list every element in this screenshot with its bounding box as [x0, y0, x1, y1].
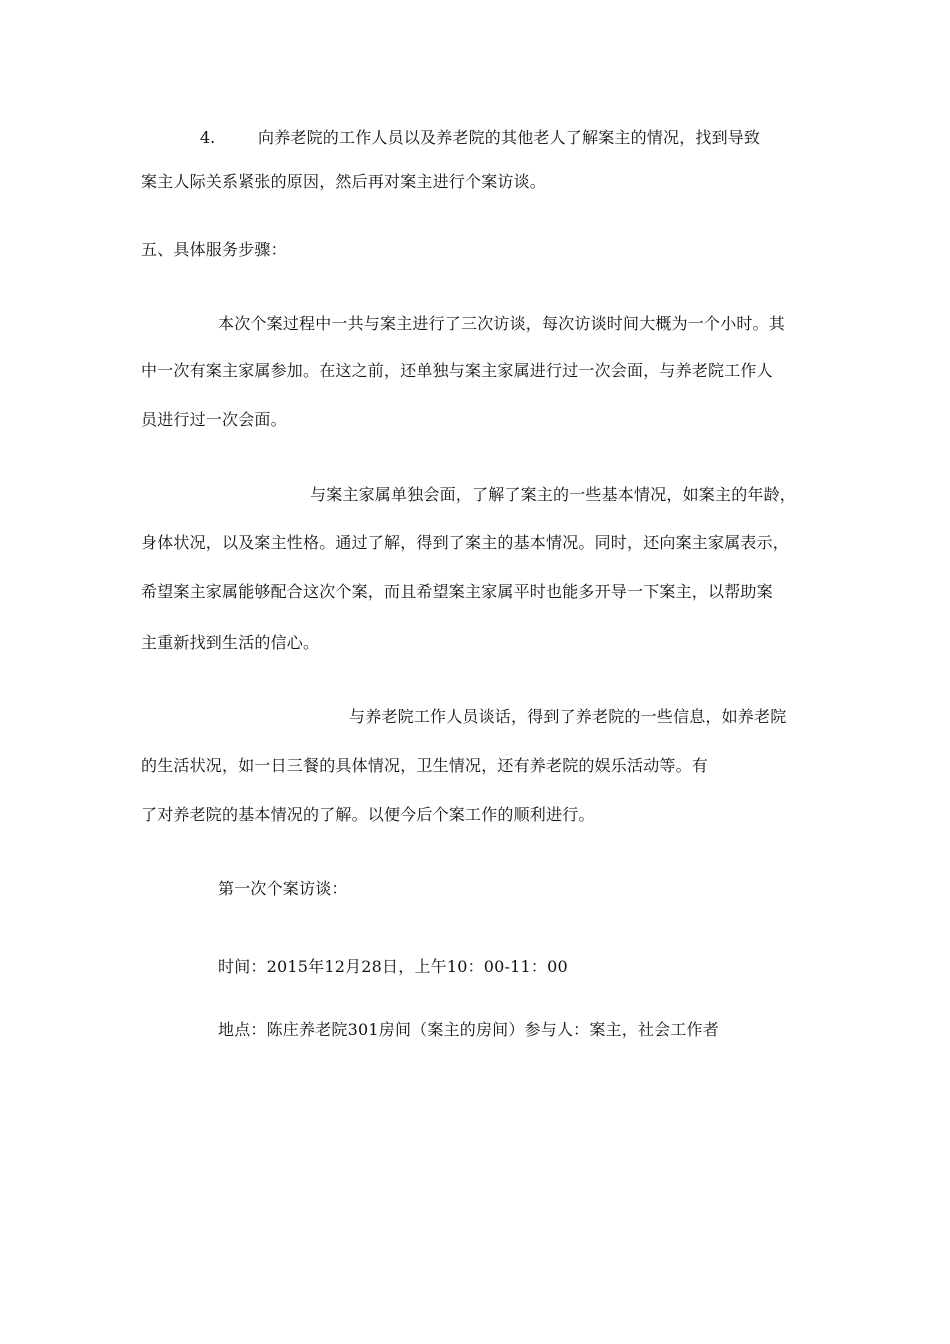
- para3-line-3: 了对养老院的基本情况的了解。以便今后个案工作的顺利进行。: [141, 805, 595, 824]
- para2-line-4: 主重新找到生活的信心。: [141, 633, 320, 652]
- first-interview-time: 时间：2015年12月28日，上午10：00-11：00: [218, 957, 568, 976]
- para1-line-1: 本次个案过程中一共与案主进行了三次访谈，每次访谈时间大概为一个小时。其: [218, 314, 786, 333]
- first-interview-place: 地点：陈庄养老院301房间（案主的房间）参与人：案主，社会工作者: [218, 1020, 719, 1039]
- para3-line-2: 的生活状况，如一日三餐的具体情况，卫生情况，还有养老院的娱乐活动等。有: [141, 756, 709, 775]
- para2-line-2: 身体状况，以及案主性格。通过了解，得到了案主的基本情况。同时，还向案主家属表示，: [141, 533, 790, 552]
- para2-line-1: 与案主家属单独会面，了解了案主的一些基本情况，如案主的年龄，: [310, 485, 797, 504]
- para3-line-1: 与养老院工作人员谈话，得到了养老院的一些信息，如养老院: [349, 707, 787, 726]
- para1-line-2: 中一次有案主家属参加。在这之前，还单独与案主家属进行过一次会面，与养老院工作人: [141, 361, 773, 380]
- item4-line-2: 案主人际关系紧张的原因，然后再对案主进行个案访谈。: [141, 172, 547, 191]
- para2-line-3: 希望案主家属能够配合这次个案，而且希望案主家属平时也能多开导一下案主，以帮助案: [141, 582, 773, 601]
- first-interview-heading: 第一次个案访谈：: [218, 879, 348, 898]
- list-number: 4.: [200, 128, 216, 147]
- item4-line-1: 向养老院的工作人员以及养老院的其他老人了解案主的情况，找到导致: [258, 128, 761, 147]
- para1-line-3: 员进行过一次会面。: [141, 410, 287, 429]
- section-heading: 五、具体服务步骤：: [141, 240, 287, 259]
